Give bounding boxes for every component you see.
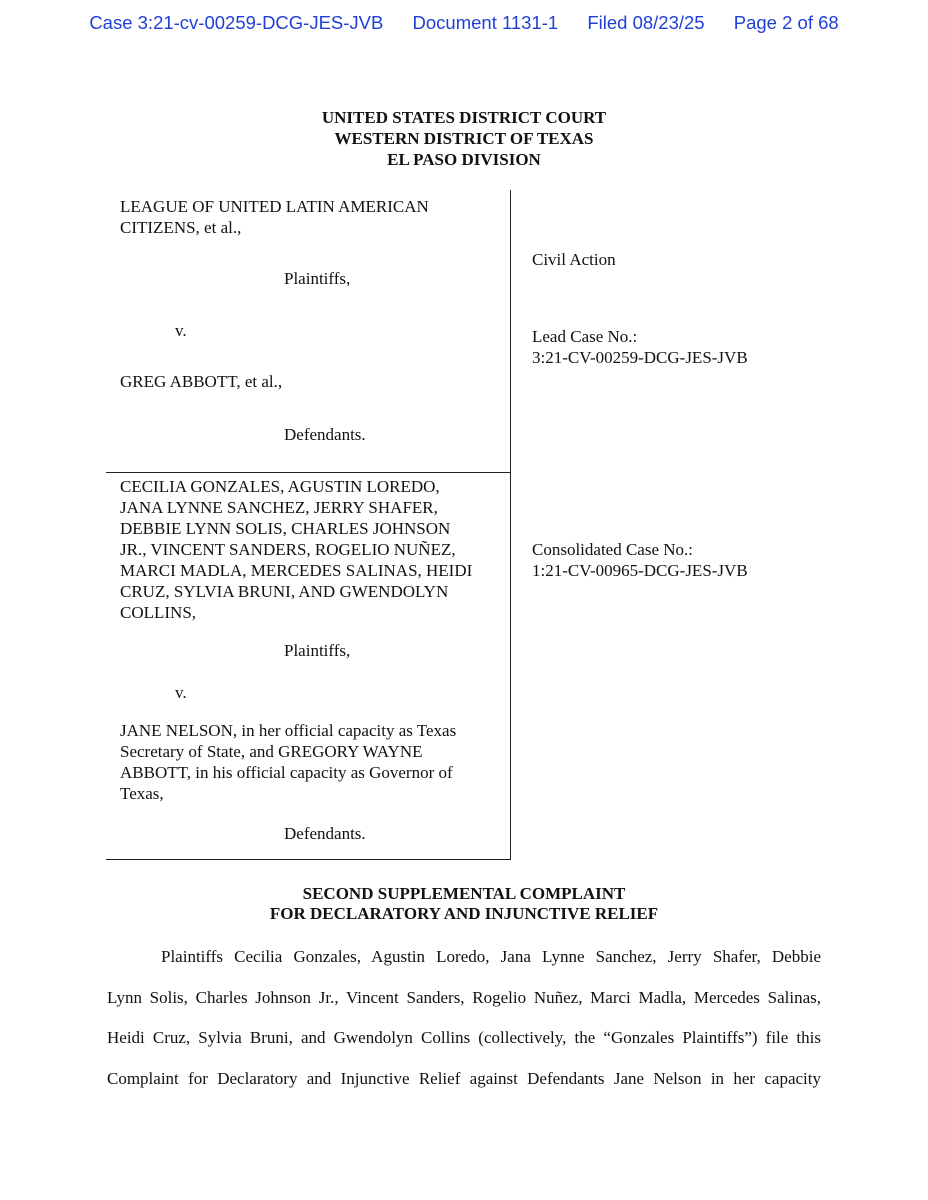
lead-case-caption-block xyxy=(106,190,510,473)
case-number-stamp: Case 3:21-cv-00259-DCG-JES-JVB xyxy=(89,12,384,33)
consolidated-plaintiffs-names xyxy=(120,476,500,623)
consolidated-plaintiffs-line: COLLINS, xyxy=(120,603,197,622)
consolidated-defendants-role: Defendants. xyxy=(284,824,366,843)
consolidated-defendants-names xyxy=(120,720,500,804)
lead-case-number xyxy=(532,326,748,368)
consolidated-case-caption-block xyxy=(106,473,510,860)
consolidated-plaintiffs-line: CECILIA GONZALES, AGUSTIN LOREDO, xyxy=(120,477,440,496)
lead-defendants-names: GREG ABBOTT, et al., xyxy=(120,372,283,391)
document-number-stamp: Document 1131-1 xyxy=(412,12,559,33)
paragraph-line: Heidi Cruz, Sylvia Bruni, and Gwendolyn Collins (collectively, the “Gonzales Plaintiffs”) file this xyxy=(107,1028,821,1047)
consolidated-plaintiffs-line: JR., VINCENT SANDERS, ROGELIO NUÑEZ, xyxy=(120,540,456,559)
consolidated-defendants-line: Secretary of State, and GREGORY WAYNE xyxy=(120,742,423,761)
lead-versus: v. xyxy=(175,321,187,340)
page-number-stamp: Page 2 of 68 xyxy=(733,12,839,33)
consolidated-case-label: Consolidated Case No.: xyxy=(532,540,694,559)
filed-date-stamp: Filed 08/23/25 xyxy=(587,12,705,33)
complaint-title-line: SECOND SUPPLEMENTAL COMPLAINT xyxy=(302,884,626,903)
complaint-title-line: FOR DECLARATORY AND INJUNCTIVE RELIEF xyxy=(269,904,659,923)
consolidated-defendants-line: Texas, xyxy=(120,784,164,803)
lead-plaintiffs-line: LEAGUE OF UNITED LATIN AMERICAN xyxy=(120,197,429,216)
consolidated-plaintiffs-role: Plaintiffs, xyxy=(284,641,351,660)
consolidated-case-number-value: 1:21-CV-00965-DCG-JES-JVB xyxy=(532,561,748,580)
consolidated-versus: v. xyxy=(175,683,187,702)
lead-case-label: Lead Case No.: xyxy=(532,327,638,346)
lead-case-number-value: 3:21-CV-00259-DCG-JES-JVB xyxy=(532,348,748,367)
lead-plaintiffs-names xyxy=(120,196,500,238)
consolidated-plaintiffs-line: DEBBIE LYNN SOLIS, CHARLES JOHNSON xyxy=(120,519,451,538)
filing-stamp-header xyxy=(0,12,928,34)
consolidated-plaintiffs-line: JANA LYNNE SANCHEZ, JERRY SHAFER, xyxy=(120,498,438,517)
paragraph-line: Plaintiffs Cecilia Gonzales, Agustin Loredo, Jana Lynne Sanchez, Jerry Shafer, Debbie xyxy=(161,947,821,966)
court-name: UNITED STATES DISTRICT COURT xyxy=(321,108,607,127)
consolidated-case-number xyxy=(532,539,748,581)
consolidated-plaintiffs-line: CRUZ, SYLVIA BRUNI, AND GWENDOLYN xyxy=(120,582,449,601)
court-heading xyxy=(0,107,928,170)
paragraph-line: Lynn Solis, Charles Johnson Jr., Vincent Sanders, Rogelio Nuñez, Marci Madla, Mercedes Salinas, xyxy=(107,987,821,1007)
court-district: WESTERN DISTRICT OF TEXAS xyxy=(334,129,594,148)
consolidated-defendants-line: ABBOTT, in his official capacity as Governor of xyxy=(120,763,453,782)
consolidated-defendants-line: JANE NELSON, in her official capacity as Texas xyxy=(120,721,457,740)
civil-action-label: Civil Action xyxy=(532,250,616,269)
complaint-opening-paragraph xyxy=(107,937,821,1099)
lead-plaintiffs-role: Plaintiffs, xyxy=(284,269,351,288)
consolidated-plaintiffs-line: MARCI MADLA, MERCEDES SALINAS, HEIDI xyxy=(120,561,473,580)
complaint-title xyxy=(0,884,928,924)
paragraph-line: Complaint for Declaratory and Injunctive Relief against Defendants Jane Nelson in her capacity xyxy=(107,1068,821,1088)
case-caption xyxy=(106,190,511,860)
court-division: EL PASO DIVISION xyxy=(387,150,541,169)
lead-plaintiffs-line: CITIZENS, et al., xyxy=(120,218,242,237)
lead-defendants-role: Defendants. xyxy=(284,425,366,444)
